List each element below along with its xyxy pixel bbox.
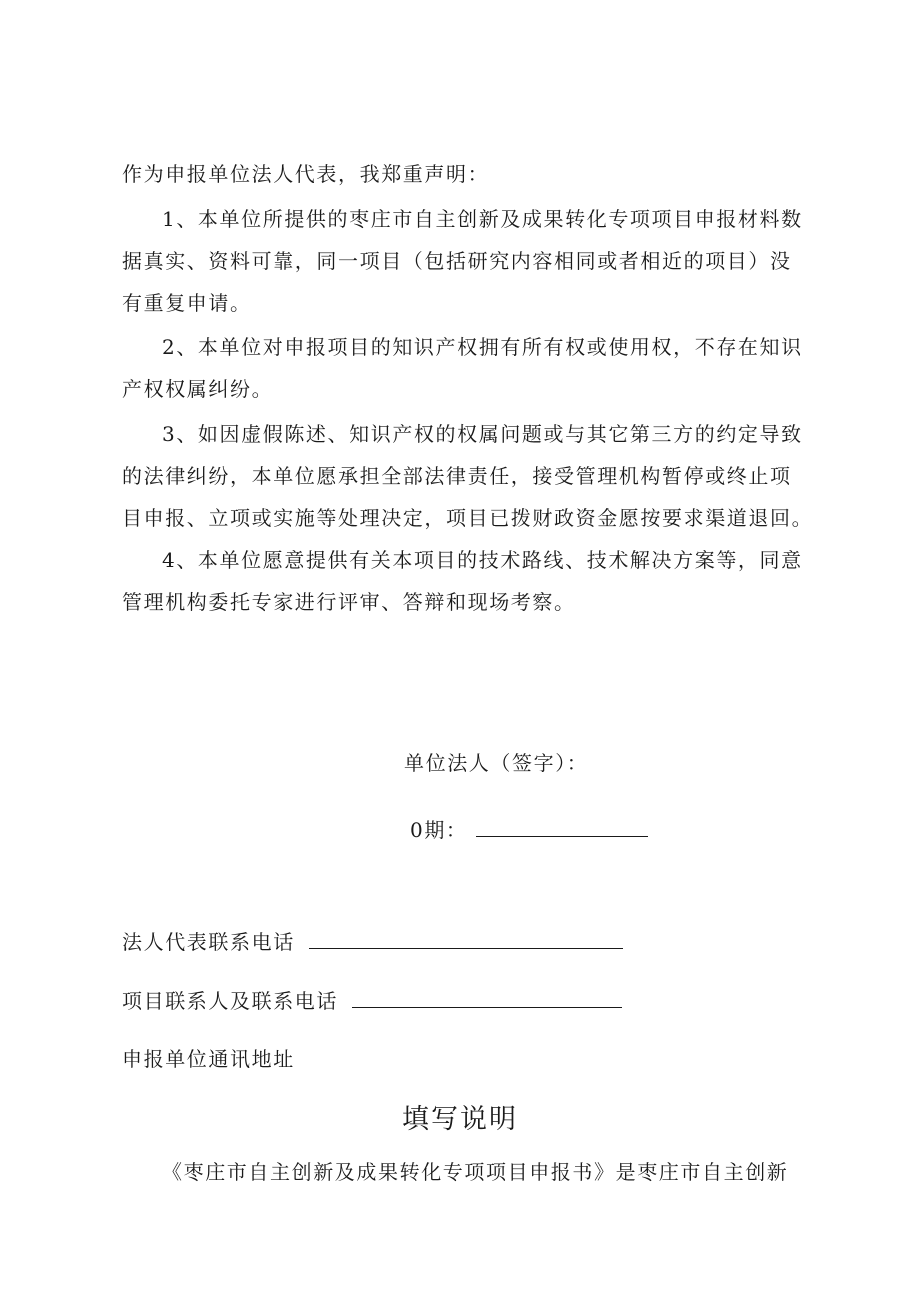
date-label: 0期： [410, 818, 468, 842]
declaration-intro: 作为申报单位法人代表，我郑重声明： [122, 162, 490, 186]
project-contact-row [122, 987, 802, 1014]
declaration-item-3-line-1: 3、如因虚假陈述、知识产权的权属问题或与其它第三方的约定导致 [162, 422, 803, 446]
project-contact-blank-line[interactable] [352, 987, 622, 1008]
declaration-item-1-line-1: 1、本单位所提供的枣庄市自主创新及成果转化专项项目申报材料数 [162, 207, 803, 231]
declaration-item-2-line-2: 产权权属纠纷。 [122, 377, 274, 401]
declaration-item-3-line-2: 的法律纠纷，本单位愿承担全部法律责任，接受管理机构暂停或终止项 [122, 464, 792, 488]
declaration-item-1-line-3: 有重复申请。 [122, 291, 252, 315]
declaration-item-4-line-2: 管理机构委托专家进行评审、答辩和现场考察。 [122, 590, 576, 614]
instructions-title: 填写说明 [402, 1104, 518, 1135]
declaration-item-2-line-1: 2、本单位对申报项目的知识产权拥有所有权或使用权，不存在知识 [162, 335, 803, 359]
legal-rep-phone-row [122, 928, 802, 955]
declaration-item-1-line-2: 据真实、资料可靠，同一项目（包括研究内容相同或者相近的项目）没 [122, 249, 792, 273]
date-blank-line[interactable] [476, 816, 648, 837]
legal-rep-phone-label: 法人代表联系电话 [122, 930, 295, 954]
declaration-item-4-line-1: 4、本单位愿意提供有关本项目的技术路线、技术解决方案等，同意 [162, 548, 803, 572]
project-contact-label: 项目联系人及联系电话 [122, 989, 338, 1013]
legal-person-signature-label: 单位法人（签字）： [404, 751, 589, 775]
address-label: 申报单位通讯地址 [122, 1047, 295, 1071]
declaration-item-3-line-3: 目申报、立项或实施等处理决定，项目已拨财政资金愿按要求渠道退回。 [122, 506, 814, 530]
legal-rep-phone-blank-line[interactable] [309, 928, 623, 949]
instructions-text-line-1: 《枣庄市自主创新及成果转化专项项目申报书》是枣庄市自主创新 [162, 1160, 789, 1184]
date-row [410, 816, 648, 843]
